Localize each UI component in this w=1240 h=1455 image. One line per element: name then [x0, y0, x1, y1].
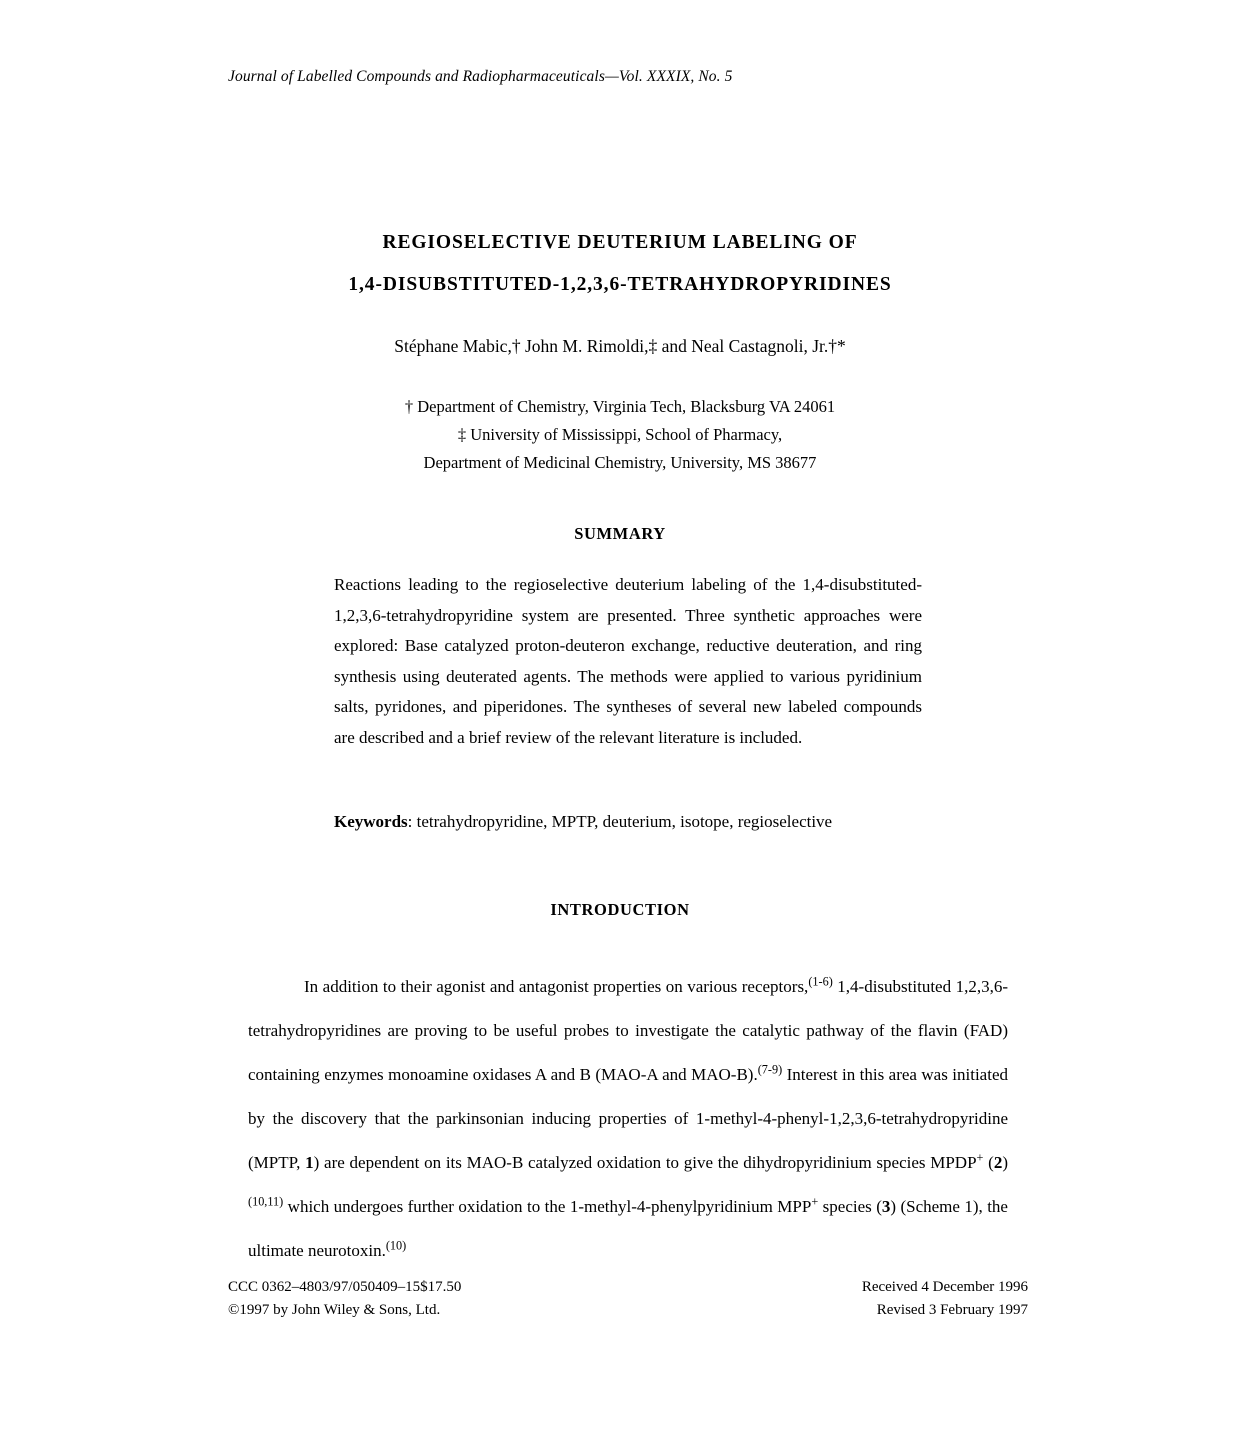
ccc-code: CCC 0362–4803/97/050409–15$17.50: [228, 1279, 462, 1295]
introduction-heading: INTRODUCTION: [550, 900, 690, 919]
footer-left: [228, 1276, 461, 1322]
citation-ref-3: (10,11): [248, 1194, 284, 1209]
keywords-value: : tetrahydropyridine, MPTP, deuterium, isotope, regioselective: [407, 812, 833, 831]
citation-ref-2: (7-9): [757, 1062, 783, 1077]
affiliation-1: † Department of Chemistry, Virginia Tech, Blacksburg VA 24061: [404, 397, 836, 416]
compound-label-3: 3: [881, 1197, 891, 1216]
affiliations: [0, 393, 1240, 477]
running-head: Journal of Labelled Compounds and Radiopharmaceuticals—Vol. XXXIX, No. 5: [228, 68, 733, 85]
intro-text-5: (: [983, 1153, 994, 1172]
revised-date: Revised 3 February 1997: [876, 1302, 1028, 1318]
intro-text-4: ) are dependent on its MAO-B catalyzed oxidation to give the dihydropyridinium species MPDP: [313, 1153, 977, 1172]
compound-label-1: 1: [305, 1153, 314, 1172]
affiliation-3: Department of Medicinal Chemistry, University, MS 38677: [423, 453, 817, 472]
intro-text-2: 1,4-disubstituted 1,2,3,6-tetrahydropyridines are proving to be useful probes to investigate the catalytic pathway of the flavin (FAD) containing enzymes monoamine oxidases A and B (MAO-A and MAO-B).: [248, 977, 1008, 1084]
keywords: [334, 812, 934, 832]
charge-plus-1: +: [976, 1150, 984, 1165]
introduction-paragraph: [248, 965, 1008, 1273]
author-list: Stéphane Mabic,† John M. Rimoldi,‡ and Neal Castagnoli, Jr.†*: [394, 336, 846, 356]
summary-heading: SUMMARY: [574, 524, 666, 543]
affiliation-2: ‡ University of Mississippi, School of Pharmacy,: [457, 425, 783, 444]
citation-ref-1: (1-6): [808, 974, 833, 989]
received-date: Received 4 December 1996: [861, 1279, 1028, 1295]
intro-text-1: In addition to their agonist and antagonist properties on various receptors,: [304, 977, 809, 996]
copyright-line: ©1997 by John Wiley & Sons, Ltd.: [228, 1302, 441, 1318]
keywords-label: Keywords: [334, 812, 408, 831]
compound-label-2: 2: [993, 1153, 1003, 1172]
intro-text-7: which undergoes further oxidation to the 1-methyl-4-phenylpyridinium MPP: [283, 1197, 812, 1216]
citation-ref-4: (10): [385, 1238, 407, 1253]
page-footer: [228, 1276, 1028, 1322]
footer-right: [862, 1276, 1028, 1322]
intro-text-3: Interest in this area was initiated by the discovery that the parkinsonian inducing properties of 1-methyl-4-phenyl-1,2,3,6-tetrahydropyridine (MPTP,: [248, 1065, 1008, 1172]
intro-text-8: species (: [818, 1197, 882, 1216]
intro-text-9: ) (Scheme 1), the ultimate neurotoxin.: [248, 1197, 1008, 1260]
title-line-1: REGIOSELECTIVE DEUTERIUM LABELING OF: [382, 232, 858, 253]
title-block: [0, 222, 1240, 306]
summary-body: Reactions leading to the regioselective deuterium labeling of the 1,4-disubstituted-1,2,3,6-tetrahydropyridine system are presented. Three synthetic approaches were explored: Base catalyzed proton-deuteron exchange, reductive deuteration, and ring synthesis using deuterated agents. The methods were applied to various pyridinium salts, pyridones, and piperidones. The syntheses of several new labeled compounds are described and a brief review of the relevant literature is included.: [334, 575, 922, 747]
intro-text-6: ): [1002, 1153, 1009, 1172]
title-line-2: 1,4-DISUBSTITUTED-1,2,3,6-TETRAHYDROPYRIDINES: [348, 274, 892, 295]
charge-plus-2: +: [811, 1194, 819, 1209]
